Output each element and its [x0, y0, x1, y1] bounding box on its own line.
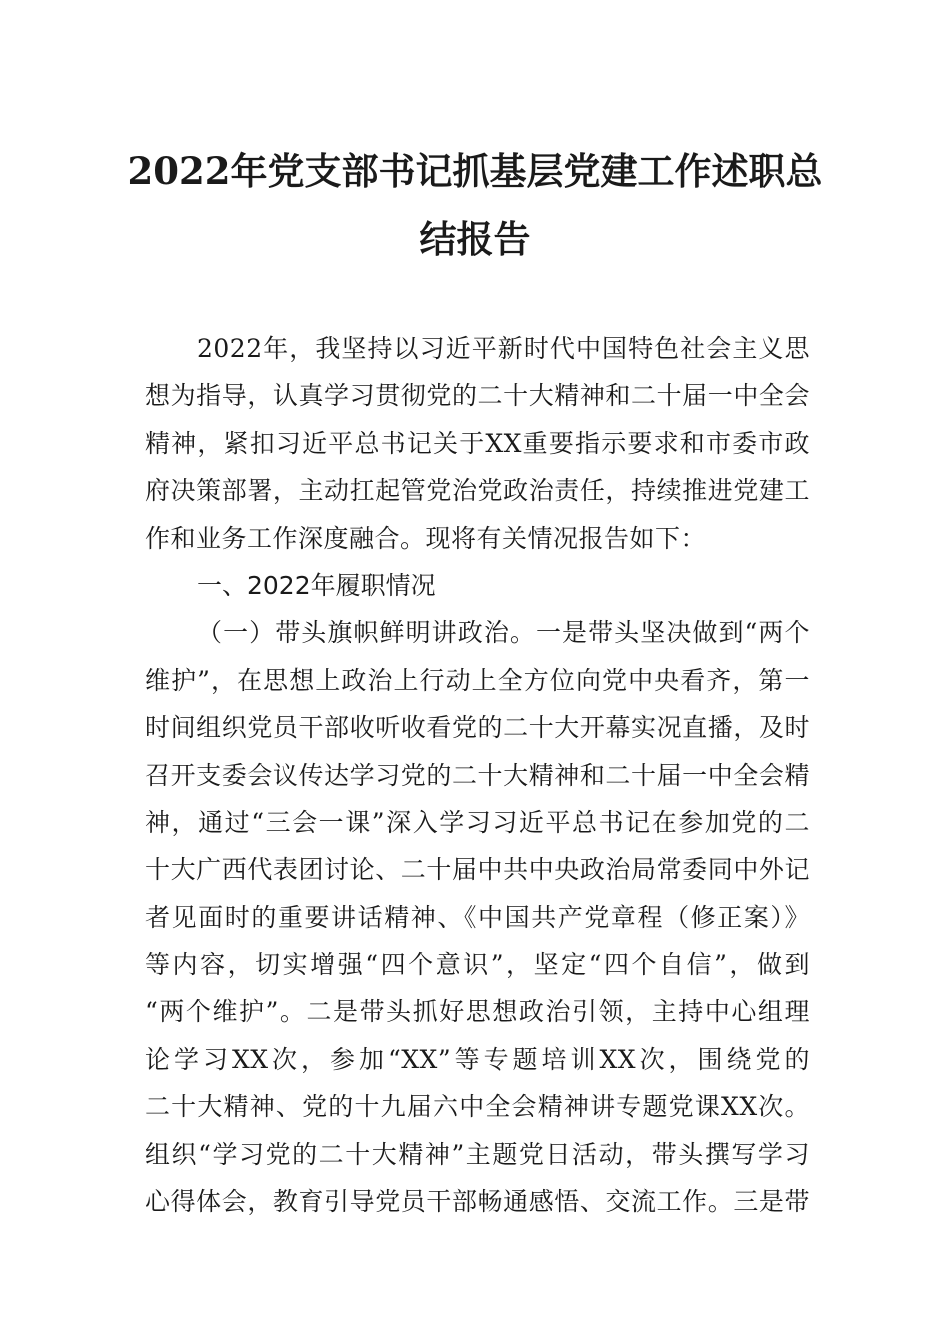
- document-body: [145, 325, 810, 1225]
- document-title-line-2: 结报告: [419, 217, 531, 261]
- section-line: 召开支委会议传达学习党的二十大精神和二十届一中全会精: [145, 760, 810, 790]
- intro-line: 想为指导，认真学习贯彻党的二十大精神和二十届一中全会: [145, 381, 810, 411]
- intro-line: 府决策部署，主动扛起管党治党政治责任，持续推进党建工: [145, 476, 810, 506]
- section-line: 二十大精神、党的十九届六中全会精神讲专题党课XX次。: [145, 1092, 810, 1122]
- section-line: 论学习XX次，参加“XX”等专题培训XX次，围绕党的: [145, 1044, 810, 1074]
- section-line: 神，通过“三会一课”深入学习习近平总书记在参加党的二: [145, 807, 810, 837]
- section-line: （一）带头旗帜鲜明讲政治。一是带头坚决做到“两个: [197, 618, 810, 648]
- section-line: 时间组织党员干部收听收看党的二十大开幕实况直播，及时: [145, 713, 810, 743]
- section-line: 十大广西代表团讨论、二十届中共中央政治局常委同中外记: [145, 855, 810, 885]
- section-line: “两个维护”。二是带头抓好思想政治引领，主持中心组理: [145, 997, 810, 1027]
- section-line: 者见面时的重要讲话精神、《中国共产党章程（修正案）》: [145, 902, 810, 932]
- intro-line: 2022年，我坚持以习近平新时代中国特色社会主义思: [197, 334, 810, 363]
- section-heading: 一、2022年履职情况: [197, 570, 436, 600]
- section-line: 维护”，在思想上政治上行动上全方位向党中央看齐，第一: [145, 665, 810, 695]
- section-line: 组织“学习党的二十大精神”主题党日活动，带头撰写学习: [145, 1139, 810, 1169]
- section-line: 等内容，切实增强“四个意识”，坚定“四个自信”，做到: [145, 950, 811, 980]
- intro-line: 作和业务工作深度融合。现将有关情况报告如下：: [145, 523, 707, 553]
- intro-line: 精神，紧扣习近平总书记关于XX重要指示要求和市委市政: [145, 428, 810, 458]
- section-line: 心得体会，教育引导党员干部畅通感悟、交流工作。三是带: [145, 1187, 810, 1217]
- document-title-line-1: 2022年党支部书记抓基层党建工作述职总: [127, 149, 823, 193]
